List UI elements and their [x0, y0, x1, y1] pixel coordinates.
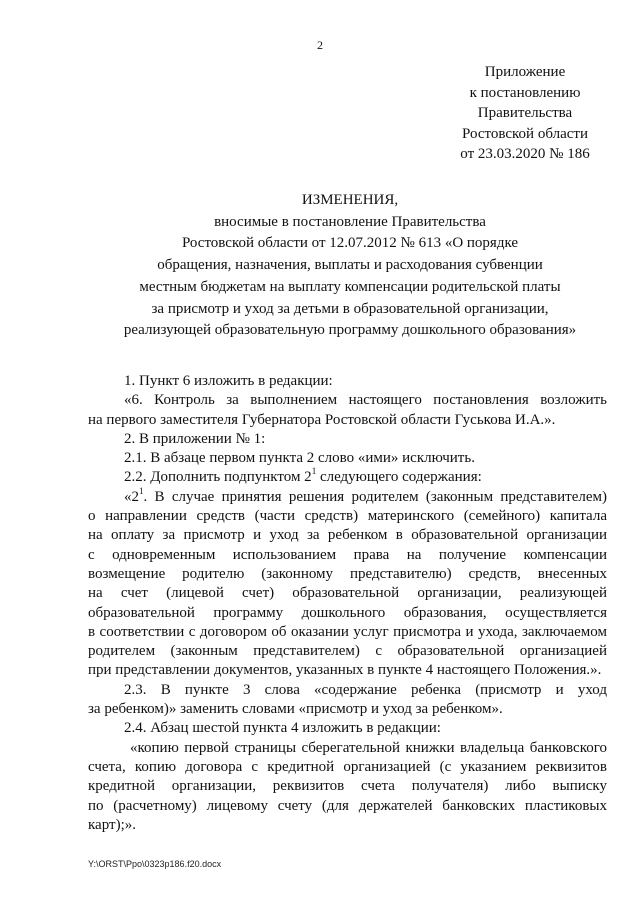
- superscript: 1: [311, 466, 317, 477]
- document-body: [88, 372, 607, 835]
- paragraph-quote: с одновременным использованием права на получение компенсации: [88, 546, 607, 563]
- paragraph-quote: кредитной организации, реквизитов счета получателя) либо выписку: [88, 778, 607, 795]
- title-line: местным бюджетам на выплату компенсации родительской платы: [139, 278, 561, 295]
- appendix-line: от 23.03.2020 № 186: [460, 146, 590, 162]
- document-title: [60, 190, 640, 342]
- paragraph: 1. Пункт 6 изложить в редакции:: [124, 373, 333, 389]
- title-heading: ИЗМЕНЕНИЯ,: [301, 192, 399, 208]
- paragraph-quote: при представлении документов, указанных в пункте 4 настоящего Положения.».: [88, 662, 602, 679]
- paragraph: 2.1. В абзаце первом пункта 2 слово «ими» исключить.: [124, 450, 475, 467]
- file-path-footer: Y:\ORST\Ppo\0323p186.f20.docx: [88, 859, 222, 869]
- title-line: реализующей образовательную программу дошкольного образования»: [123, 322, 577, 339]
- title-line: обращения, назначения, выплаты и расходования субвенции: [157, 257, 543, 274]
- appendix-line: к постановлению: [469, 84, 581, 101]
- paragraph: [88, 468, 607, 487]
- paragraph-quote: по (расчетному) лицевому счету (для держателей банковских пластиковых: [88, 797, 607, 814]
- paragraph: за ребенком)» заменить словами «присмотр и уход за ребенком».: [88, 701, 503, 718]
- text-run: «2: [124, 488, 139, 505]
- title-line: за присмотр и уход за детьми в образовательной организации,: [151, 300, 549, 317]
- appendix-line: Приложение: [484, 64, 566, 80]
- title-line: вносимые в постановление Правительства: [214, 213, 486, 230]
- superscript: 1: [139, 485, 144, 496]
- paragraph-quote: на первого заместителя Губернатора Ростовской области Гуськова И.А.».: [88, 411, 556, 428]
- appendix-stamp: [440, 62, 610, 165]
- paragraph-quote: о направлении средств (части средств) материнского (семейного) капитала: [88, 508, 607, 525]
- paragraph-quote: «6. Контроль за выполнением настоящего постановления возложить: [124, 392, 607, 409]
- page-number: 2: [317, 38, 323, 52]
- paragraph-quote: возмещение родителю (законному представителю) средств, внесенных: [88, 565, 607, 582]
- paragraph: 2.3. В пункте 3 слова «содержание ребенка (присмотр и уход: [124, 681, 607, 698]
- text-run: 2.2. Дополнить подпунктом 2: [124, 469, 312, 486]
- appendix-line: Правительства: [477, 105, 573, 121]
- paragraph-quote: счета, копию договора с кредитной организацией (с указанием реквизитов: [88, 758, 607, 775]
- text-run: . В случае принятия решения родителем (законным представителем): [143, 488, 607, 505]
- title-line: Ростовской области от 12.07.2012 № 613 «О порядке: [181, 235, 519, 252]
- paragraph-quote: в соответствии с договором об оказании услуг присмотра и ухода, заключаемом: [88, 623, 607, 640]
- paragraph-quote: на счет (лицевой счет) образовательной организации, реализующей: [88, 585, 607, 602]
- paragraph-quote: карт);».: [88, 816, 136, 833]
- appendix-line: Ростовской области: [462, 125, 588, 142]
- paragraph: 2.4. Абзац шестой пункта 4 изложить в редакции:: [124, 720, 441, 737]
- paragraph-quote: на оплату за присмотр и уход за ребенком в образовательной организации: [88, 527, 607, 544]
- paragraph-quote: родителем (законным представителем) с образовательной организацией: [88, 643, 607, 660]
- paragraph-quote: образовательной программу дошкольного образования, осуществляется: [88, 604, 607, 621]
- paragraph-quote: «копию первой страницы сберегательной книжки владельца банковского: [130, 739, 607, 756]
- paragraph: 2. В приложении № 1:: [124, 430, 266, 447]
- text-run: следующего содержания:: [316, 469, 482, 486]
- paragraph-quote: [88, 485, 607, 507]
